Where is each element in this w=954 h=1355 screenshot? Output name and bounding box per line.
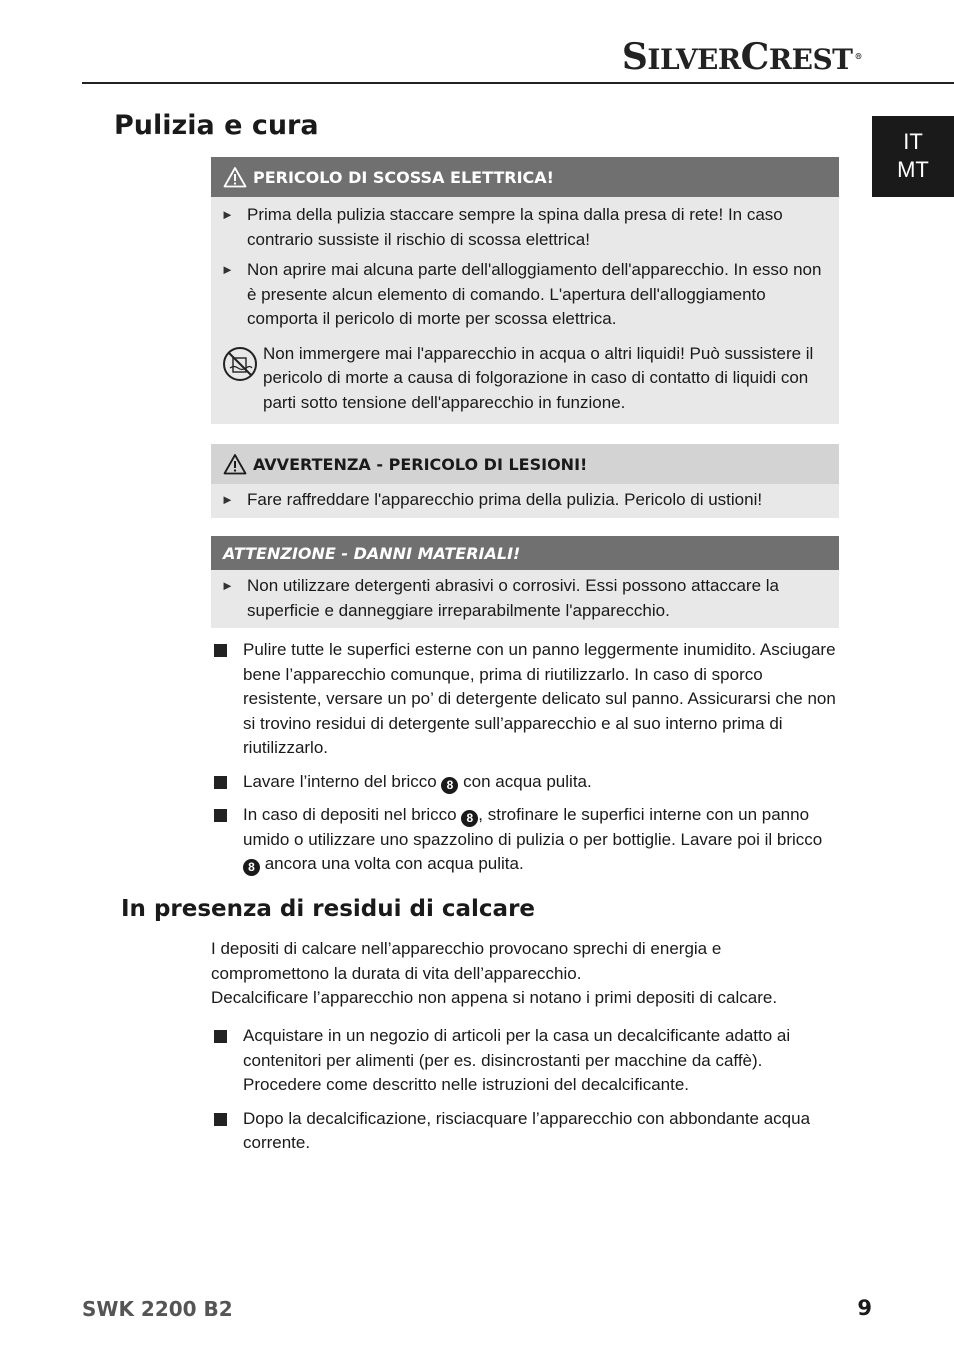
descaling-steps <box>214 1024 840 1165</box>
list-item: In caso di depositi nel bricco 8 , strofinare le superfici interne con un panno umido o utilizzare uno spazzolino di pulizia o per bottiglie. Lavare poi il bricco 8 ancora una volta con acqua pulita. <box>214 803 840 877</box>
model-number: SWK 2200 B2 <box>82 1297 233 1321</box>
arrow-bullet-icon: ► <box>221 207 234 222</box>
danger-body <box>211 197 839 424</box>
language-mt: MT <box>897 157 929 182</box>
list-item: Acquistare in un negozio di articoli per la casa un decalcificante adatto ai contenitori per alimenti (per es. disincrostanti per macchine da caffè). Procedere come descritto nelle istruzioni del decalcificante. <box>214 1024 840 1098</box>
danger-heading: PERICOLO DI SCOSSA ELETTRICA! <box>211 157 839 197</box>
no-immersion-icon <box>221 342 261 384</box>
submerge-note: Non immergere mai l'apparecchio in acqua o altri liquidi! Può sussistere il pericolo di morte a causa di folgorazione in caso di contatto di liquidi con parti sotto tensione dell'apparecchio in funzione. <box>221 342 825 416</box>
list-item: Pulire tutte le superfici esterne con un panno leggermente inumidito. Asciugare bene l’apparecchio comunque, prima di riutilizzarlo. In caso di sporco resistente, versare un po’ di detergente delicato sul panno. Assicurarsi che non si trovino residui di detergente sull’apparecchio e al suo interno prima di riutilizzarlo. <box>214 638 840 761</box>
arrow-bullet-icon: ► <box>221 492 234 507</box>
list-item: ► Prima della pulizia staccare sempre la spina dalla presa di rete! In caso contrario sussiste il rischio di scossa elettrica! <box>221 203 825 252</box>
list-item: ► Non aprire mai alcuna parte dell'alloggiamento dell'apparecchio. In esso non è presente alcun elemento di comando. L'apertura dell'alloggiamento comporta il pericolo di morte per scossa elettrica. <box>221 258 825 332</box>
warning-triangle-icon <box>223 453 247 475</box>
cleaning-steps <box>214 638 840 886</box>
square-bullet-icon <box>214 776 227 789</box>
page-title: Pulizia e cura <box>114 110 319 141</box>
section-title: In presenza di residui di calcare <box>121 896 536 922</box>
caution-box <box>211 536 839 628</box>
square-bullet-icon <box>214 644 227 657</box>
part-number-badge: 8 <box>243 859 260 876</box>
caution-body <box>211 570 839 628</box>
descaling-intro: I depositi di calcare nell’apparecchio provocano sprechi di energia e compromettono la durata di vita dell’apparecchio. Decalcificare l’apparecchio non appena si notano i primi depositi di calcare. <box>211 939 778 1007</box>
warning-triangle-icon <box>223 166 247 188</box>
square-bullet-icon <box>214 809 227 822</box>
warning-heading: AVVERTENZA - PERICOLO DI LESIONI! <box>211 444 839 484</box>
list-item: ► Fare raffreddare l'apparecchio prima della pulizia. Pericolo di ustioni! <box>221 488 825 513</box>
caution-heading: ATTENZIONE - DANNI MATERIALI! <box>211 536 839 570</box>
brand-logo: SILVERCREST ® <box>621 36 862 78</box>
header-rule <box>82 82 954 84</box>
language-tab <box>872 116 954 197</box>
warning-box <box>211 444 839 518</box>
arrow-bullet-icon: ► <box>221 262 234 277</box>
list-item: ► Non utilizzare detergenti abrasivi o corrosivi. Essi possono attaccare la superficie e danneggiare irreparabilmente l'apparecchio. <box>221 574 825 623</box>
list-item: Lavare l’interno del bricco 8 con acqua pulita. <box>214 770 840 795</box>
square-bullet-icon <box>214 1030 227 1043</box>
page-number: 9 <box>857 1296 872 1320</box>
square-bullet-icon <box>214 1113 227 1126</box>
list-item: Dopo la decalcificazione, risciacquare l’apparecchio con abbondante acqua corrente. <box>214 1107 840 1156</box>
warning-body <box>211 484 839 518</box>
part-number-badge: 8 <box>441 777 458 794</box>
danger-box <box>211 157 839 424</box>
part-number-badge: 8 <box>461 810 478 827</box>
language-it: IT <box>903 129 923 154</box>
arrow-bullet-icon: ► <box>221 578 234 593</box>
